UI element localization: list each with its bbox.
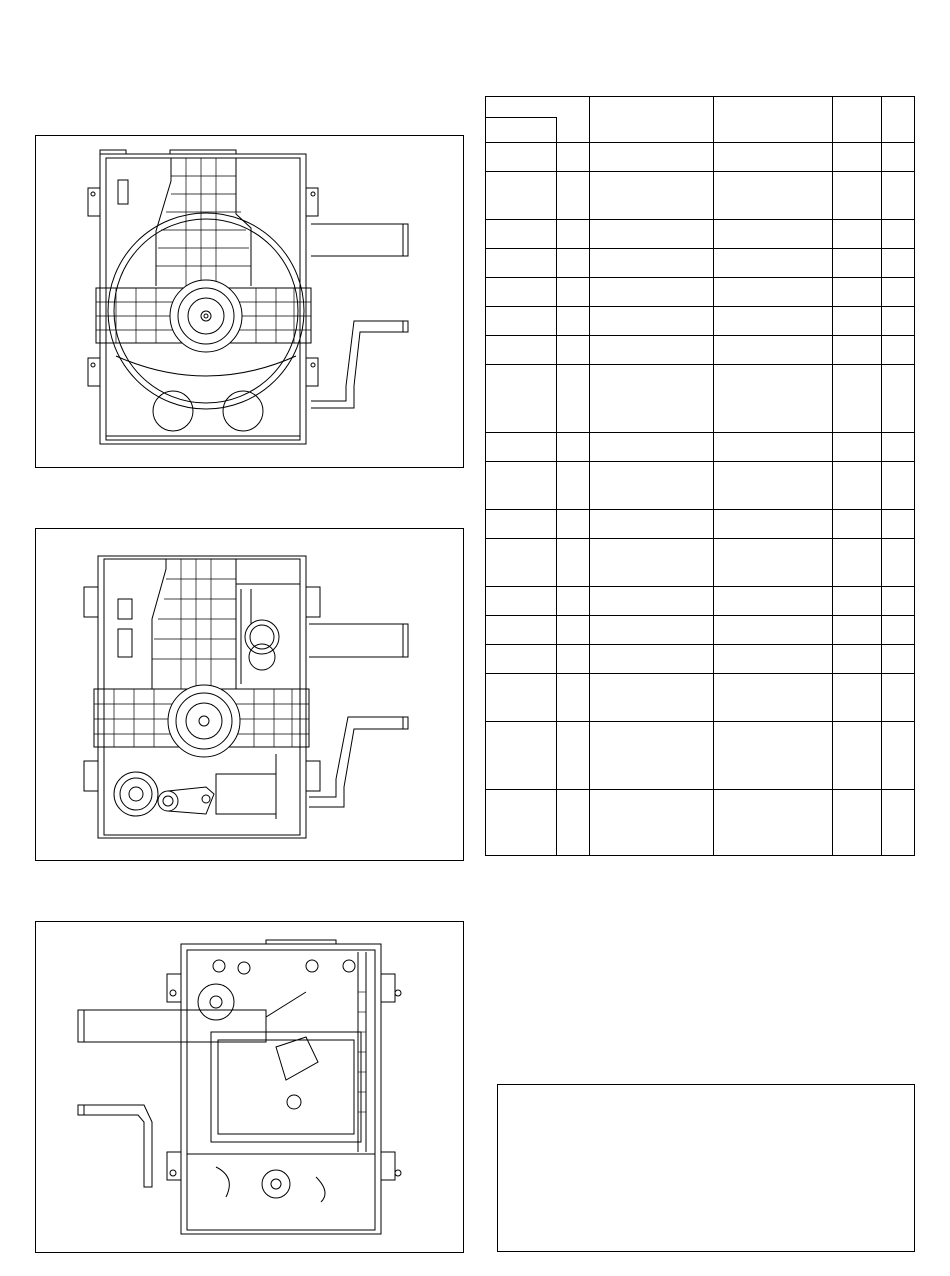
- table-cell: [557, 510, 590, 539]
- table-cell: [882, 249, 915, 278]
- table-row: [486, 307, 915, 336]
- table-row: [486, 510, 915, 539]
- table-header-cell: [833, 97, 882, 143]
- table-cell: [557, 587, 590, 616]
- table-cell: [590, 645, 714, 674]
- table-cell: [882, 336, 915, 365]
- table-cell: [590, 510, 714, 539]
- table-cell: [882, 278, 915, 307]
- table-cell: [590, 172, 714, 220]
- table-cell: [557, 616, 590, 645]
- table-row: [486, 616, 915, 645]
- table-cell: [882, 172, 915, 220]
- table-cell: [590, 539, 714, 587]
- table-cell: [714, 249, 833, 278]
- table-cell: [557, 462, 590, 510]
- table-cell: [557, 790, 590, 856]
- table-cell: [833, 462, 882, 510]
- table-cell: [714, 172, 833, 220]
- table-row: [486, 220, 915, 249]
- table-cell: [833, 616, 882, 645]
- table-cell: [833, 587, 882, 616]
- table-cell: [833, 336, 882, 365]
- table-row: [486, 336, 915, 365]
- table-cell: [557, 722, 590, 790]
- table-cell: [714, 616, 833, 645]
- table-cell: [590, 249, 714, 278]
- table-cell: [833, 645, 882, 674]
- table-cell: [486, 249, 557, 278]
- table-cell: [833, 790, 882, 856]
- table-cell: [833, 278, 882, 307]
- table-cell: [882, 645, 915, 674]
- table-cell: [882, 365, 915, 433]
- table-cell: [882, 510, 915, 539]
- table-cell: [486, 433, 557, 462]
- parts-table: [485, 96, 915, 856]
- table-cell: [590, 462, 714, 510]
- table-header-cell: [557, 118, 590, 143]
- table-cell: [590, 790, 714, 856]
- table-cell: [486, 220, 557, 249]
- table-cell: [590, 143, 714, 172]
- figure-mechanism-cover-view: [35, 135, 464, 468]
- table-cell: [486, 172, 557, 220]
- table-cell: [486, 365, 557, 433]
- table-cell: [590, 336, 714, 365]
- table-cell: [590, 278, 714, 307]
- table-cell: [486, 336, 557, 365]
- table-row: [486, 462, 915, 510]
- table-row: [486, 365, 915, 433]
- table-cell: [590, 616, 714, 645]
- table-header-cell: [486, 118, 557, 143]
- table-row: [486, 143, 915, 172]
- table-cell: [486, 539, 557, 587]
- table-cell: [590, 220, 714, 249]
- table-cell: [714, 143, 833, 172]
- mechanism-drawing-1: [36, 136, 463, 467]
- table-cell: [557, 249, 590, 278]
- table-row: [486, 645, 915, 674]
- table-cell: [833, 365, 882, 433]
- table-cell: [557, 307, 590, 336]
- table-cell: [714, 462, 833, 510]
- table-cell: [714, 790, 833, 856]
- table-row: [486, 539, 915, 587]
- table-row: [486, 587, 915, 616]
- table-cell: [833, 722, 882, 790]
- table-cell: [833, 539, 882, 587]
- table-cell: [486, 278, 557, 307]
- table-cell: [833, 249, 882, 278]
- table-row: [486, 278, 915, 307]
- table-cell: [557, 433, 590, 462]
- table-cell: [714, 433, 833, 462]
- table-cell: [557, 220, 590, 249]
- table-cell: [833, 433, 882, 462]
- table-cell: [714, 365, 833, 433]
- table-cell: [882, 539, 915, 587]
- figure-mechanism-gear-view: [35, 528, 464, 861]
- table-header-cell: [486, 97, 590, 118]
- figure-mechanism-pickup-view: [35, 921, 464, 1253]
- table-cell: [714, 278, 833, 307]
- table-cell: [714, 645, 833, 674]
- table-cell: [714, 722, 833, 790]
- table-cell: [557, 143, 590, 172]
- table-cell: [486, 645, 557, 674]
- table-cell: [833, 510, 882, 539]
- table-cell: [590, 307, 714, 336]
- table-cell: [590, 365, 714, 433]
- table-row: [486, 674, 915, 722]
- table-cell: [833, 307, 882, 336]
- table-cell: [714, 307, 833, 336]
- table-row: [486, 433, 915, 462]
- table-cell: [714, 510, 833, 539]
- table-cell: [714, 336, 833, 365]
- table-row: [486, 722, 915, 790]
- table-cell: [486, 674, 557, 722]
- table-cell: [486, 790, 557, 856]
- table-cell: [882, 587, 915, 616]
- table-cell: [714, 587, 833, 616]
- table-cell: [590, 722, 714, 790]
- table-header-row: [486, 97, 915, 118]
- table-cell: [882, 790, 915, 856]
- table-cell: [557, 336, 590, 365]
- table-cell: [882, 143, 915, 172]
- table-header-cell: [714, 97, 833, 143]
- table-cell: [486, 462, 557, 510]
- mechanism-drawing-3: [36, 922, 463, 1252]
- table-cell: [714, 539, 833, 587]
- table-cell: [882, 307, 915, 336]
- table-header-cell: [882, 97, 915, 143]
- table-cell: [882, 722, 915, 790]
- table-row: [486, 249, 915, 278]
- table-cell: [882, 220, 915, 249]
- table-cell: [486, 722, 557, 790]
- table-cell: [882, 616, 915, 645]
- table-cell: [557, 365, 590, 433]
- note-box: [497, 1084, 915, 1252]
- table-cell: [833, 674, 882, 722]
- table-cell: [557, 539, 590, 587]
- table-cell: [557, 674, 590, 722]
- table-cell: [590, 433, 714, 462]
- table-cell: [486, 510, 557, 539]
- table-cell: [882, 674, 915, 722]
- table-cell: [590, 587, 714, 616]
- table-cell: [833, 172, 882, 220]
- table-row: [486, 790, 915, 856]
- table-cell: [714, 220, 833, 249]
- table-header-cell: [590, 97, 714, 143]
- mechanism-drawing-2: [36, 529, 463, 860]
- table-cell: [714, 674, 833, 722]
- table-row: [486, 172, 915, 220]
- table-cell: [486, 307, 557, 336]
- table-cell: [557, 278, 590, 307]
- table-cell: [833, 220, 882, 249]
- table-cell: [590, 674, 714, 722]
- table-cell: [557, 645, 590, 674]
- table-cell: [486, 143, 557, 172]
- table-cell: [882, 462, 915, 510]
- table-cell: [486, 616, 557, 645]
- table-cell: [833, 143, 882, 172]
- table-cell: [486, 587, 557, 616]
- table-cell: [557, 172, 590, 220]
- table-cell: [882, 433, 915, 462]
